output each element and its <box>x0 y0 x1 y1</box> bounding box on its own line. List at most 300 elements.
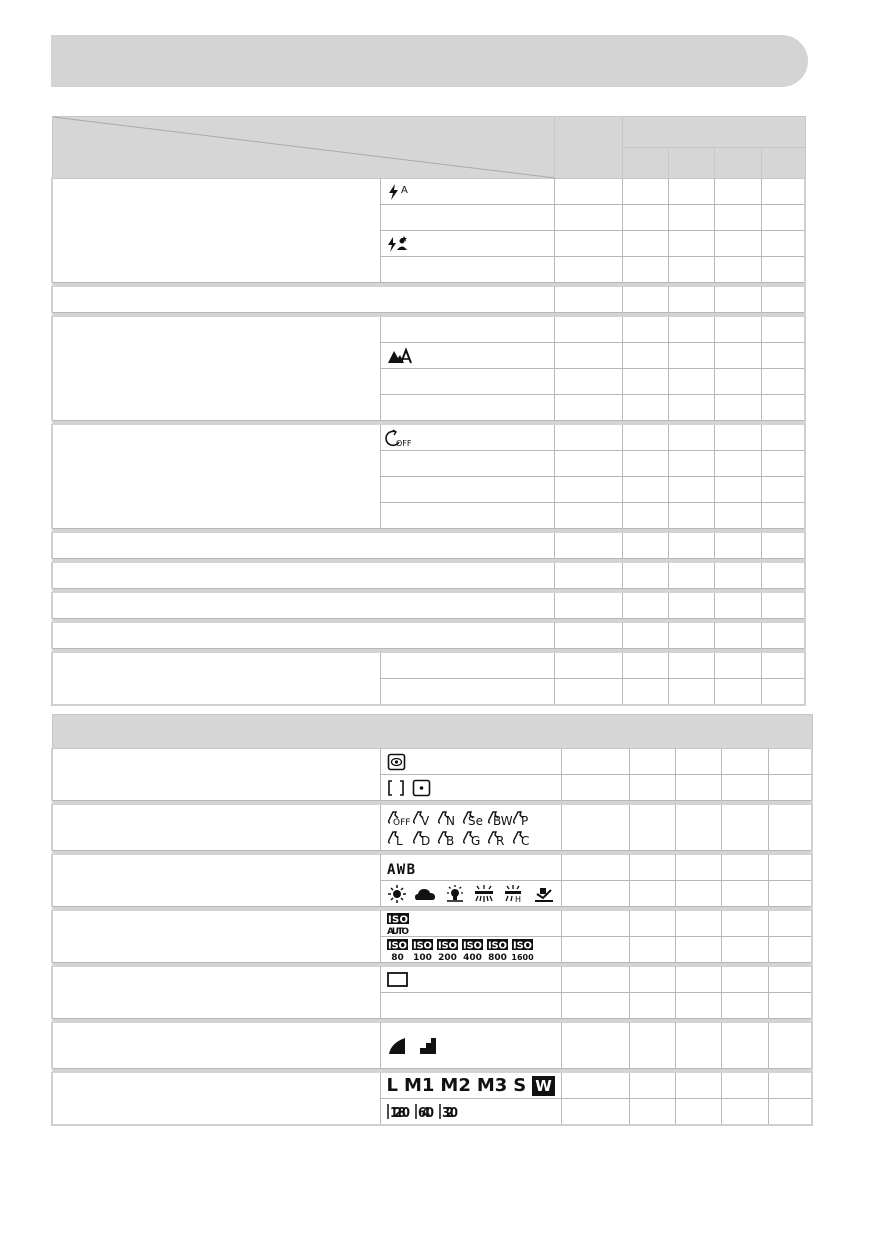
single-shot-icon <box>387 972 409 988</box>
iso-80-icon-label: 80 <box>390 952 404 963</box>
cell <box>721 1023 768 1069</box>
diagonal-line <box>53 117 555 179</box>
cell <box>554 425 622 451</box>
movie-1280-icon-label: 1280 <box>389 1106 410 1122</box>
cell <box>622 563 668 589</box>
cell <box>622 343 668 369</box>
iso-100-icon-label: 100 <box>412 952 432 963</box>
cell <box>768 805 812 851</box>
fluorescent-h-label: H <box>515 894 522 904</box>
icon-cell <box>380 749 561 775</box>
cell <box>761 563 805 589</box>
mycolors-positive-icon-label: P <box>520 814 528 829</box>
cell <box>714 287 761 313</box>
mycolors-off-icon <box>387 809 409 827</box>
cell <box>675 805 721 851</box>
cell <box>629 775 675 801</box>
cell <box>668 343 714 369</box>
cell <box>668 533 714 559</box>
cell <box>714 369 761 395</box>
cell <box>622 679 668 705</box>
res-l-icon: L <box>386 1075 398 1096</box>
daylight-icon <box>387 885 407 903</box>
cell <box>629 855 675 881</box>
cell <box>554 653 622 679</box>
cell <box>768 993 812 1019</box>
icon-cell <box>380 881 561 907</box>
cell <box>761 179 805 205</box>
cell <box>561 1023 629 1069</box>
cell <box>554 369 622 395</box>
cell <box>561 967 629 993</box>
cell <box>714 451 761 477</box>
table-row <box>52 533 805 559</box>
cell <box>668 679 714 705</box>
cell <box>554 679 622 705</box>
cell <box>768 911 812 937</box>
function-availability-table <box>51 116 806 706</box>
row-label-cell <box>52 425 380 529</box>
row-label-cell <box>52 911 380 963</box>
cell <box>761 343 805 369</box>
mycolors-off-icon-label: OFF <box>392 818 410 829</box>
row-label-cell <box>52 533 554 559</box>
cell <box>768 967 812 993</box>
cell <box>714 503 761 529</box>
cell <box>761 257 805 283</box>
cell <box>668 653 714 679</box>
cell <box>561 775 629 801</box>
cell <box>768 775 812 801</box>
icon-cell <box>380 205 554 231</box>
mycolors-custom-icon-label: C <box>520 834 529 849</box>
cell <box>714 317 761 343</box>
cell <box>761 317 805 343</box>
iso-auto-icon <box>387 913 411 935</box>
cell <box>629 749 675 775</box>
cell <box>554 257 622 283</box>
iso-800-icon-label: 800 <box>487 952 507 963</box>
mycolors-vivid-icon-label: V <box>420 814 429 829</box>
table-row <box>52 1023 812 1069</box>
table-row <box>52 287 805 313</box>
icon-cell <box>380 775 561 801</box>
svg-text:ISO: ISO <box>387 940 407 951</box>
diagonal-header-cell <box>52 117 554 179</box>
cell <box>668 369 714 395</box>
cell <box>561 805 629 851</box>
cell <box>714 257 761 283</box>
cell <box>554 623 622 649</box>
mycolors-sepia-icon-label: Se <box>467 814 483 829</box>
cell <box>675 1023 721 1069</box>
mycolors-vivid-red-icon <box>487 829 509 847</box>
movie-320-icon <box>439 1102 459 1120</box>
cell <box>721 967 768 993</box>
cell <box>714 563 761 589</box>
infinity-icon <box>387 347 413 365</box>
table-row <box>52 593 805 619</box>
section-header-row <box>52 715 812 749</box>
cell <box>561 1073 629 1099</box>
mycolors-lighter-skin-icon <box>387 829 409 847</box>
svg-text:ISO: ISO <box>412 940 432 951</box>
cell <box>714 205 761 231</box>
subheader-cell <box>761 148 805 179</box>
table-row <box>52 911 812 937</box>
icon-cell <box>380 653 554 679</box>
cell <box>622 653 668 679</box>
cell <box>554 179 622 205</box>
fine-icon <box>387 1037 411 1055</box>
cell <box>721 937 768 963</box>
icon-cell <box>380 993 561 1019</box>
cell <box>629 881 675 907</box>
cell <box>668 179 714 205</box>
resolution-icon-cell <box>380 1073 561 1099</box>
table-row <box>52 563 805 589</box>
cell <box>714 623 761 649</box>
cell <box>761 533 805 559</box>
cell <box>761 205 805 231</box>
cell <box>622 317 668 343</box>
icon-cell <box>380 855 561 881</box>
cell <box>554 343 622 369</box>
header-cell <box>554 117 622 179</box>
table-row <box>52 1073 812 1099</box>
table-row <box>52 425 805 451</box>
cell <box>675 937 721 963</box>
iso-400-icon-label: 400 <box>462 952 482 963</box>
cell <box>554 287 622 313</box>
subheader-cell <box>622 148 668 179</box>
cell <box>554 503 622 529</box>
cell <box>561 749 629 775</box>
cell <box>622 257 668 283</box>
self-timer-off-icon <box>387 429 415 447</box>
cell <box>675 881 721 907</box>
iso-word: ISO <box>387 914 408 925</box>
cell <box>629 1023 675 1069</box>
cell <box>675 749 721 775</box>
mycolors-vivid-blue-icon <box>437 829 459 847</box>
cell <box>561 993 629 1019</box>
cell <box>622 287 668 313</box>
movie-1280-icon <box>387 1102 411 1120</box>
table-row <box>52 749 812 775</box>
section-header-cell <box>52 715 812 749</box>
cell <box>761 425 805 451</box>
cell <box>761 477 805 503</box>
subheader-cell <box>714 148 761 179</box>
flash-auto-superscript: A <box>400 184 408 196</box>
cell <box>668 257 714 283</box>
icon-cell <box>380 679 554 705</box>
mycolors-positive-icon <box>512 809 534 827</box>
cell <box>768 937 812 963</box>
icon-cell <box>380 967 561 993</box>
cell <box>675 967 721 993</box>
iso-1600-icon-label: 1600 <box>510 952 534 962</box>
cell <box>714 593 761 619</box>
cell <box>761 623 805 649</box>
cell <box>554 563 622 589</box>
cell <box>668 287 714 313</box>
cell <box>761 369 805 395</box>
row-label-cell <box>52 1023 380 1069</box>
table-row <box>52 623 805 649</box>
icon-cell <box>380 369 554 395</box>
res-w-icon: W <box>532 1076 555 1096</box>
flash-redeye-icon <box>387 235 411 253</box>
cell <box>768 881 812 907</box>
cell <box>668 623 714 649</box>
iso-values-cell <box>380 937 561 963</box>
cell <box>714 231 761 257</box>
cell <box>622 593 668 619</box>
flash-auto-icon <box>387 183 413 201</box>
custom-wb-icon <box>533 885 555 903</box>
cell <box>721 881 768 907</box>
cell <box>622 205 668 231</box>
cell <box>622 369 668 395</box>
cell <box>714 653 761 679</box>
table-row <box>52 653 805 679</box>
icon-cell <box>380 1023 561 1069</box>
fluorescent-h-icon <box>503 885 525 903</box>
cell <box>622 231 668 257</box>
table-row <box>52 855 812 881</box>
cloudy-icon <box>414 885 436 903</box>
evaluative-metering-icon <box>387 753 407 771</box>
icon-cell <box>380 911 561 937</box>
cell <box>554 593 622 619</box>
icon-cell <box>380 451 554 477</box>
cell <box>721 855 768 881</box>
cell <box>668 231 714 257</box>
cell <box>721 1099 768 1125</box>
cell <box>561 937 629 963</box>
cell <box>761 593 805 619</box>
cell <box>761 503 805 529</box>
svg-text:ISO: ISO <box>437 940 457 951</box>
mycolors-icon-cell <box>380 805 561 851</box>
row-label-cell <box>52 967 380 1019</box>
awb-label: AWB <box>386 861 415 878</box>
cell <box>622 425 668 451</box>
cell <box>629 967 675 993</box>
cell <box>554 451 622 477</box>
row-label-cell <box>52 653 380 705</box>
movie-640-icon <box>415 1102 435 1120</box>
row-label-cell <box>52 179 380 283</box>
cell <box>768 1099 812 1125</box>
table-header-row <box>52 117 805 148</box>
mycolors-neutral-icon-label: N <box>445 814 455 829</box>
mycolors-neutral-icon <box>437 809 459 827</box>
cell <box>675 1073 721 1099</box>
cell <box>714 179 761 205</box>
cell <box>714 395 761 421</box>
cell <box>668 503 714 529</box>
cell <box>714 477 761 503</box>
row-label-cell <box>52 593 554 619</box>
iso-800-icon <box>487 939 509 961</box>
mycolors-bw-icon <box>487 809 513 829</box>
cell <box>721 775 768 801</box>
cell <box>761 231 805 257</box>
svg-text:ISO: ISO <box>462 940 482 951</box>
row-label-cell <box>52 749 380 801</box>
res-m1-icon: M1 <box>403 1075 435 1096</box>
cell <box>554 477 622 503</box>
cell <box>675 993 721 1019</box>
cell <box>629 937 675 963</box>
cell <box>714 425 761 451</box>
subheader-cell <box>668 148 714 179</box>
cell <box>622 395 668 421</box>
cell <box>622 623 668 649</box>
cell <box>761 451 805 477</box>
cell <box>668 395 714 421</box>
icon-cell <box>380 343 554 369</box>
mycolors-vivid-green-icon-label: G <box>470 834 480 849</box>
page-title-bar <box>51 35 808 87</box>
mycolors-vivid-icon <box>412 809 434 827</box>
cell <box>761 653 805 679</box>
res-m2-icon: M2 <box>440 1075 471 1096</box>
cell <box>554 533 622 559</box>
icon-cell <box>380 179 554 205</box>
cell <box>629 911 675 937</box>
cell <box>629 1099 675 1125</box>
row-label-cell <box>52 317 380 421</box>
cell <box>714 343 761 369</box>
icon-cell <box>380 317 554 343</box>
cell <box>768 1023 812 1069</box>
table-row <box>52 967 812 993</box>
cell <box>668 563 714 589</box>
mycolors-sepia-icon <box>462 809 484 827</box>
row-label-cell <box>52 623 554 649</box>
awb-icon <box>387 859 417 877</box>
cell <box>675 911 721 937</box>
cell <box>668 477 714 503</box>
cell <box>554 205 622 231</box>
icon-cell <box>380 395 554 421</box>
spot-metering-icon <box>412 779 432 797</box>
movie-size-cell <box>380 1099 561 1125</box>
iso-200-icon-label: 200 <box>437 952 457 963</box>
svg-text:ISO: ISO <box>487 940 507 951</box>
cell <box>561 1099 629 1125</box>
cell <box>668 317 714 343</box>
cell <box>721 1073 768 1099</box>
cell <box>721 911 768 937</box>
row-label-cell <box>52 1073 380 1125</box>
cell <box>561 881 629 907</box>
cell <box>622 179 668 205</box>
table-row <box>52 179 805 205</box>
icon-cell <box>380 503 554 529</box>
iso-auto-label: AUTO <box>386 926 409 937</box>
cell <box>629 993 675 1019</box>
cell <box>761 395 805 421</box>
movie-640-icon-label: 640 <box>417 1106 434 1122</box>
table-row <box>52 805 812 851</box>
res-m3-icon: M3 <box>476 1075 508 1096</box>
mycolors-lighter-skin-icon-label: L <box>395 834 403 849</box>
fluorescent-icon <box>473 885 495 903</box>
icon-cell <box>380 257 554 283</box>
mycolors-custom-icon <box>512 829 534 847</box>
row-label-cell <box>52 287 554 313</box>
mycolors-darker-skin-icon <box>412 829 434 847</box>
tungsten-icon <box>444 885 466 903</box>
row-label-cell <box>52 563 554 589</box>
cell <box>721 749 768 775</box>
cell <box>622 451 668 477</box>
cell <box>675 775 721 801</box>
row-label-cell <box>52 805 380 851</box>
iso-100-icon <box>412 939 434 961</box>
cell <box>714 679 761 705</box>
icon-cell <box>380 425 554 451</box>
cell <box>629 1073 675 1099</box>
cell <box>561 911 629 937</box>
mycolors-darker-skin-icon-label: D <box>420 834 430 849</box>
cell <box>761 679 805 705</box>
mycolors-vivid-red-icon-label: R <box>495 834 504 849</box>
mycolors-vivid-green-icon <box>462 829 484 847</box>
cell <box>675 855 721 881</box>
movie-320-icon-label: 320 <box>441 1106 458 1122</box>
cell <box>768 855 812 881</box>
self-timer-off-label: OFF <box>395 438 411 448</box>
svg-text:ISO: ISO <box>512 940 532 951</box>
normal-icon <box>418 1037 442 1055</box>
cell <box>675 1099 721 1125</box>
cell <box>668 451 714 477</box>
cell <box>622 503 668 529</box>
cell <box>554 231 622 257</box>
table-row <box>52 317 805 343</box>
cell <box>768 1073 812 1099</box>
cell <box>668 425 714 451</box>
mycolors-vivid-blue-icon-label: B <box>445 834 454 849</box>
icon-cell <box>380 477 554 503</box>
cell <box>768 749 812 775</box>
icon-cell <box>380 231 554 257</box>
cell <box>721 993 768 1019</box>
iso-1600-icon <box>512 939 534 961</box>
cell <box>622 477 668 503</box>
center-weighted-icon <box>387 779 405 797</box>
row-label-cell <box>52 855 380 907</box>
iso-400-icon <box>462 939 484 961</box>
cell <box>554 395 622 421</box>
cell <box>761 287 805 313</box>
iso-80-icon <box>387 939 409 961</box>
cell <box>721 805 768 851</box>
cell <box>629 805 675 851</box>
mycolors-bw-icon-label: BW <box>492 814 513 829</box>
iso-200-icon <box>437 939 459 961</box>
cell <box>561 855 629 881</box>
function-settings-table <box>51 714 813 1126</box>
cell <box>714 533 761 559</box>
header-group-cell <box>622 117 805 148</box>
